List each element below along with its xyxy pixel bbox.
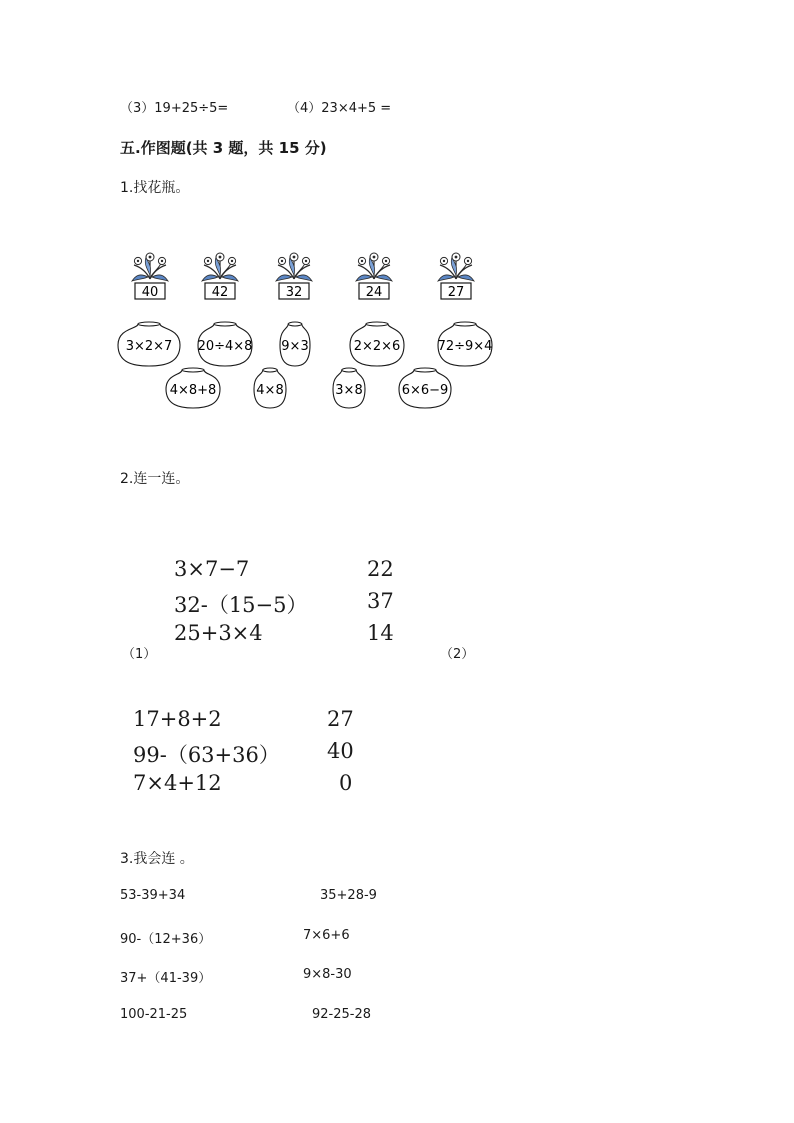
- vase-expression: 9×3: [281, 339, 309, 354]
- q3-right-2: 7×6+6: [303, 928, 350, 943]
- q3-right-4: 92-25-28: [312, 1007, 372, 1022]
- flower-1: [132, 253, 168, 300]
- q3-left-4: 100-21-25: [120, 1007, 188, 1022]
- vase-row2-3: [333, 368, 365, 408]
- section-heading: 五.作图题(共 3 题，共 15 分): [120, 139, 327, 157]
- match-left-1-1: 3×7−7: [174, 557, 250, 581]
- flower-number: 40: [141, 285, 159, 300]
- vase-row2-2: [254, 368, 286, 408]
- match-right-2-2: 40: [327, 739, 354, 763]
- flower-number: 32: [285, 285, 303, 300]
- flower-icon: [438, 253, 474, 281]
- vase-row1-5: [438, 322, 493, 366]
- q3-left-1: 53-39+34: [120, 888, 186, 903]
- vase-expression: 20÷4×8: [197, 339, 253, 354]
- vase-row2-4: [399, 368, 451, 408]
- flower-3: [276, 253, 312, 300]
- match-right-1-3: 14: [367, 621, 394, 645]
- flower-5: [438, 253, 474, 300]
- vase-row1-3: [280, 322, 310, 366]
- match-right-2-1: 27: [327, 707, 354, 731]
- flower-4: [356, 253, 392, 300]
- flower-2: [202, 253, 238, 300]
- flower-vase-figure: [0, 0, 794, 440]
- match-left-2-1: 17+8+2: [133, 707, 222, 731]
- question-1-title: 1.找花瓶。: [120, 180, 190, 196]
- vase-row1-2: [198, 322, 253, 366]
- vase-expression: 4×8+8: [169, 383, 217, 398]
- flower-icon: [276, 253, 312, 281]
- vase-expression: 6×6−9: [401, 383, 449, 398]
- flower-number: 24: [365, 285, 383, 300]
- vase-row1-4: [350, 322, 404, 366]
- vase-row2-1: [166, 368, 220, 408]
- match-left-2-3: 7×4+12: [133, 771, 222, 795]
- match-right-1-2: 37: [367, 589, 394, 613]
- flower-icon: [356, 253, 392, 281]
- flower-icon: [202, 253, 238, 281]
- vase-expression: 4×8: [256, 383, 284, 398]
- flower-number: 42: [211, 285, 229, 300]
- q3-right-3: 9×8-30: [303, 967, 352, 982]
- q3-left-3: 37+（41-39）: [120, 971, 212, 986]
- q3-right-1: 35+28-9: [320, 888, 377, 903]
- q3-left-2: 90-（12+36）: [120, 932, 212, 947]
- vase-expression: 3×8: [335, 383, 363, 398]
- match-left-1-2: 32-（15−5）: [174, 593, 308, 617]
- question-2-title: 2.连一连。: [120, 471, 190, 487]
- problem-4: （4）23×4+5 =: [287, 101, 392, 116]
- vase-expression: 2×2×6: [353, 339, 401, 354]
- problem-3: （3）19+25÷5=: [120, 101, 229, 116]
- match-left-2-2: 99-（63+36）: [133, 743, 280, 767]
- vase-expression: 3×2×7: [125, 339, 173, 354]
- part-2-label: （2）: [440, 647, 475, 662]
- question-3-title: 3.我会连 。: [120, 851, 194, 867]
- match-right-1-1: 22: [367, 557, 394, 581]
- vase-expression: 72÷9×4: [437, 339, 493, 354]
- flower-icon: [132, 253, 168, 281]
- flower-number: 27: [447, 285, 465, 300]
- vase-row1-1: [118, 322, 180, 366]
- match-right-2-3: 0: [339, 771, 353, 795]
- match-left-1-3: 25+3×4: [174, 621, 263, 645]
- part-1-label: （1）: [122, 647, 157, 662]
